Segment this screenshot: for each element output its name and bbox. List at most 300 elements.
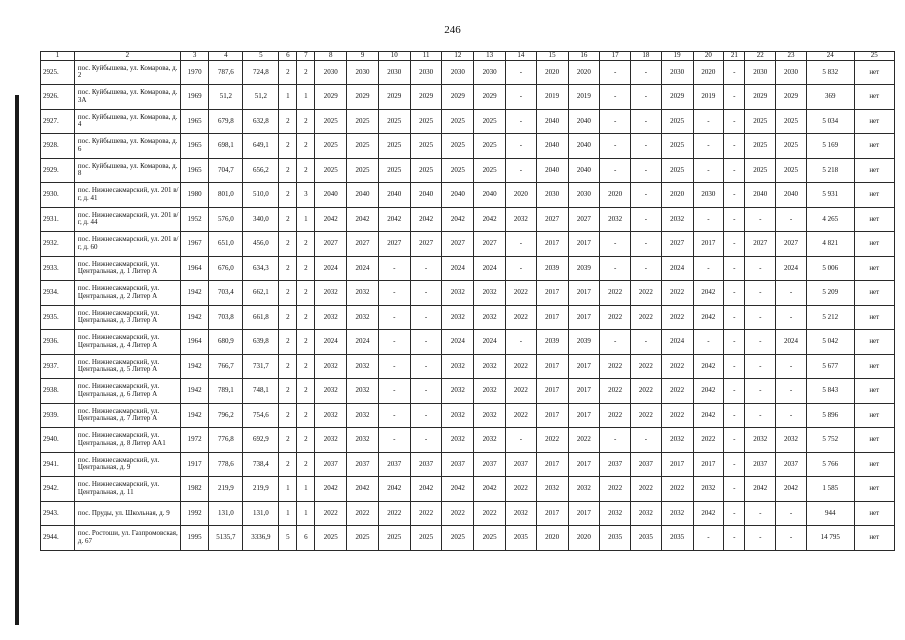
- table-cell: 2037: [776, 452, 807, 477]
- table-cell: 2: [297, 379, 315, 404]
- table-cell: 2032: [315, 281, 347, 306]
- table-cell: 2022: [506, 305, 537, 330]
- table-cell: 2025: [378, 158, 410, 183]
- table-cell: 2025: [410, 158, 442, 183]
- table-cell: нет: [854, 477, 894, 502]
- table-cell: 2: [279, 379, 297, 404]
- table-cell: -: [600, 158, 631, 183]
- table-cell: 5 034: [806, 109, 854, 134]
- row-number-cell: 2934.: [41, 281, 75, 306]
- table-cell: 662,1: [243, 281, 279, 306]
- table-cell: -: [506, 109, 537, 134]
- table-cell: -: [506, 60, 537, 85]
- table-cell: нет: [854, 452, 894, 477]
- table-cell: 5 843: [806, 379, 854, 404]
- table-cell: нет: [854, 60, 894, 85]
- address-cell: пос. Нижнесакмарский, ул. 201 в/г, д. 60: [74, 232, 180, 257]
- table-cell: 2025: [378, 134, 410, 159]
- table-cell: -: [745, 403, 776, 428]
- table-cell: 2: [279, 354, 297, 379]
- table-cell: 510,0: [243, 183, 279, 208]
- table-cell: 2: [279, 60, 297, 85]
- table-cell: -: [631, 109, 662, 134]
- table-cell: 2042: [315, 207, 347, 232]
- table-cell: 2040: [776, 183, 807, 208]
- table-cell: 2032: [536, 477, 568, 502]
- table-cell: 2027: [410, 232, 442, 257]
- table-cell: 2: [279, 183, 297, 208]
- table-cell: 2042: [693, 379, 724, 404]
- table-cell: 2042: [410, 477, 442, 502]
- table-cell: 5 896: [806, 403, 854, 428]
- table-cell: 5 931: [806, 183, 854, 208]
- table-cell: 2025: [442, 526, 474, 551]
- table-cell: 2: [297, 452, 315, 477]
- table-cell: 2040: [745, 183, 776, 208]
- table-cell: 2042: [745, 477, 776, 502]
- table-cell: 2022: [661, 379, 693, 404]
- table-cell: 2039: [568, 256, 600, 281]
- address-cell: пос. Нижнесакмарский, ул. Центральная, д. 6 Литер А: [74, 379, 180, 404]
- table-cell: 2019: [568, 85, 600, 110]
- column-header: 19: [661, 52, 693, 61]
- table-cell: 2032: [442, 379, 474, 404]
- table-cell: 2022: [661, 477, 693, 502]
- column-header: 1: [41, 52, 75, 61]
- table-cell: 2025: [347, 158, 379, 183]
- table-cell: 2025: [661, 158, 693, 183]
- table-cell: -: [600, 232, 631, 257]
- table-cell: 2017: [693, 232, 724, 257]
- table-cell: нет: [854, 305, 894, 330]
- table-cell: 2042: [442, 477, 474, 502]
- table-cell: 2032: [600, 207, 631, 232]
- table-cell: 5 006: [806, 256, 854, 281]
- table-cell: нет: [854, 183, 894, 208]
- table-cell: 2025: [776, 109, 807, 134]
- table-cell: 2035: [661, 526, 693, 551]
- table-cell: -: [631, 158, 662, 183]
- address-cell: пос. Пруды, ул. Школьная, д. 9: [74, 501, 180, 526]
- table-cell: 2040: [536, 158, 568, 183]
- table-cell: 2030: [347, 60, 379, 85]
- table-cell: 2025: [315, 158, 347, 183]
- page-number: 246: [444, 24, 461, 36]
- table-cell: 2025: [315, 526, 347, 551]
- table-cell: 2027: [347, 232, 379, 257]
- row-number-cell: 2941.: [41, 452, 75, 477]
- table-cell: 2032: [506, 501, 537, 526]
- table-cell: -: [378, 403, 410, 428]
- row-number-cell: 2928.: [41, 134, 75, 159]
- table-cell: 51,2: [209, 85, 243, 110]
- table-cell: 2030: [568, 183, 600, 208]
- table-cell: 2035: [506, 526, 537, 551]
- table-cell: 2025: [410, 134, 442, 159]
- table-cell: 2017: [568, 452, 600, 477]
- column-header: 23: [776, 52, 807, 61]
- table-cell: 2022: [631, 379, 662, 404]
- table-cell: 5 218: [806, 158, 854, 183]
- table-cell: нет: [854, 85, 894, 110]
- table-cell: 1964: [180, 256, 209, 281]
- table-cell: 219,9: [209, 477, 243, 502]
- table-cell: 2022: [600, 281, 631, 306]
- table-cell: 2022: [631, 281, 662, 306]
- table-cell: 1: [279, 501, 297, 526]
- table-cell: 724,8: [243, 60, 279, 85]
- table-cell: -: [724, 134, 745, 159]
- register-table: [40, 51, 895, 551]
- row-number-cell: 2940.: [41, 428, 75, 453]
- table-cell: 2022: [600, 477, 631, 502]
- table-cell: -: [724, 109, 745, 134]
- table-cell: нет: [854, 134, 894, 159]
- table-cell: 2025: [776, 158, 807, 183]
- table-cell: 2024: [315, 256, 347, 281]
- table-cell: 2040: [568, 134, 600, 159]
- table-cell: -: [724, 354, 745, 379]
- table-cell: -: [631, 85, 662, 110]
- table-cell: 2024: [776, 330, 807, 355]
- table-cell: 2040: [568, 109, 600, 134]
- table-row: [41, 452, 895, 477]
- table-cell: 2027: [745, 232, 776, 257]
- table-cell: -: [693, 330, 724, 355]
- table-cell: -: [378, 256, 410, 281]
- table-row: [41, 85, 895, 110]
- table-cell: 2032: [347, 281, 379, 306]
- row-number-cell: 2932.: [41, 232, 75, 257]
- table-cell: 2025: [442, 158, 474, 183]
- column-header: 24: [806, 52, 854, 61]
- table-cell: 2020: [506, 183, 537, 208]
- table-cell: 2030: [661, 60, 693, 85]
- table-cell: 1 585: [806, 477, 854, 502]
- row-number-cell: 2931.: [41, 207, 75, 232]
- table-cell: 2025: [661, 134, 693, 159]
- table-cell: 2030: [315, 60, 347, 85]
- table-cell: -: [724, 477, 745, 502]
- table-cell: 2: [297, 354, 315, 379]
- table-cell: 651,0: [209, 232, 243, 257]
- table-cell: 5 677: [806, 354, 854, 379]
- table-cell: 2: [297, 158, 315, 183]
- table-cell: 2039: [536, 256, 568, 281]
- table-cell: 2022: [631, 477, 662, 502]
- table-cell: -: [631, 207, 662, 232]
- table-cell: 5: [279, 526, 297, 551]
- table-cell: -: [724, 281, 745, 306]
- table-cell: -: [724, 305, 745, 330]
- table-cell: 2022: [568, 428, 600, 453]
- table-cell: 634,3: [243, 256, 279, 281]
- table-cell: 2025: [315, 109, 347, 134]
- table-cell: 1995: [180, 526, 209, 551]
- table-cell: -: [410, 256, 442, 281]
- table-cell: нет: [854, 501, 894, 526]
- table-cell: 2017: [568, 501, 600, 526]
- table-cell: 2032: [315, 379, 347, 404]
- table-cell: 2040: [410, 183, 442, 208]
- table-cell: -: [745, 207, 776, 232]
- table-cell: 2032: [315, 354, 347, 379]
- table-row: [41, 158, 895, 183]
- table-cell: 2032: [347, 354, 379, 379]
- table-cell: 2037: [745, 452, 776, 477]
- table-cell: 2: [279, 256, 297, 281]
- table-cell: -: [631, 330, 662, 355]
- table-cell: 2037: [600, 452, 631, 477]
- table-cell: 1965: [180, 134, 209, 159]
- row-number-cell: 2936.: [41, 330, 75, 355]
- table-cell: 2032: [631, 501, 662, 526]
- table-cell: 2022: [600, 403, 631, 428]
- table-cell: 2020: [600, 183, 631, 208]
- table-cell: 2032: [776, 428, 807, 453]
- column-header: 18: [631, 52, 662, 61]
- table-cell: 2040: [536, 109, 568, 134]
- table-cell: 2025: [378, 109, 410, 134]
- table-cell: -: [776, 379, 807, 404]
- table-cell: 731,7: [243, 354, 279, 379]
- table-cell: -: [724, 85, 745, 110]
- table-cell: 703,4: [209, 281, 243, 306]
- table-cell: 2035: [631, 526, 662, 551]
- table-cell: 5 766: [806, 452, 854, 477]
- table-cell: 2037: [410, 452, 442, 477]
- table-cell: -: [745, 281, 776, 306]
- table-cell: 2042: [693, 403, 724, 428]
- table-cell: 2: [297, 330, 315, 355]
- table-cell: 2017: [536, 379, 568, 404]
- table-cell: 2037: [347, 452, 379, 477]
- table-cell: -: [693, 109, 724, 134]
- address-cell: пос. Ростоши, ул. Газпромовская, д. 67: [74, 526, 180, 551]
- table-row: [41, 256, 895, 281]
- table-cell: -: [776, 207, 807, 232]
- table-cell: 1942: [180, 354, 209, 379]
- table-cell: 2030: [442, 60, 474, 85]
- table-cell: 2022: [378, 501, 410, 526]
- table-cell: 1: [279, 477, 297, 502]
- table-cell: 2032: [474, 428, 506, 453]
- table-cell: -: [410, 428, 442, 453]
- column-header: 2: [74, 52, 180, 61]
- table-cell: 2: [279, 403, 297, 428]
- table-cell: 2: [297, 428, 315, 453]
- table-row: [41, 501, 895, 526]
- table-cell: -: [378, 428, 410, 453]
- address-cell: пос. Нижнесакмарский, ул. Центральная, д. 1 Литер А: [74, 256, 180, 281]
- table-cell: 2025: [442, 134, 474, 159]
- table-cell: 2017: [568, 305, 600, 330]
- table-cell: -: [410, 379, 442, 404]
- table-cell: 2025: [315, 134, 347, 159]
- table-cell: 2020: [536, 526, 568, 551]
- table-cell: 369: [806, 85, 854, 110]
- column-header: 11: [410, 52, 442, 61]
- table-cell: 2020: [693, 60, 724, 85]
- address-cell: пос. Нижнесакмарский, ул. Центральная, д. 7 Литер А: [74, 403, 180, 428]
- row-number-cell: 2943.: [41, 501, 75, 526]
- table-cell: 2037: [315, 452, 347, 477]
- table-cell: 2025: [347, 526, 379, 551]
- table-row: [41, 379, 895, 404]
- row-number-cell: 2937.: [41, 354, 75, 379]
- table-cell: -: [724, 379, 745, 404]
- table-cell: 5 042: [806, 330, 854, 355]
- table-row: [41, 207, 895, 232]
- table-cell: 698,1: [209, 134, 243, 159]
- table-cell: -: [776, 501, 807, 526]
- row-number-cell: 2944.: [41, 526, 75, 551]
- table-cell: -: [410, 403, 442, 428]
- column-header: 15: [536, 52, 568, 61]
- table-cell: 2025: [410, 109, 442, 134]
- table-cell: 1969: [180, 85, 209, 110]
- row-number-cell: 2942.: [41, 477, 75, 502]
- table-cell: 2022: [506, 354, 537, 379]
- table-row: [41, 428, 895, 453]
- table-cell: -: [745, 379, 776, 404]
- table-cell: -: [724, 256, 745, 281]
- table-cell: 456,0: [243, 232, 279, 257]
- table-cell: -: [631, 232, 662, 257]
- table-cell: -: [724, 403, 745, 428]
- table-cell: 2020: [536, 60, 568, 85]
- table-cell: 2032: [315, 403, 347, 428]
- table-cell: нет: [854, 109, 894, 134]
- table-cell: 1: [297, 85, 315, 110]
- table-cell: -: [506, 85, 537, 110]
- table-cell: 2030: [693, 183, 724, 208]
- table-cell: 2040: [347, 183, 379, 208]
- column-header: 16: [568, 52, 600, 61]
- table-cell: 2017: [568, 354, 600, 379]
- table-cell: 679,8: [209, 109, 243, 134]
- column-header: 10: [378, 52, 410, 61]
- table-cell: 2024: [442, 330, 474, 355]
- table-cell: 2024: [474, 256, 506, 281]
- table-cell: 14 795: [806, 526, 854, 551]
- table-cell: 787,6: [209, 60, 243, 85]
- address-cell: пос. Нижнесакмарский, ул. Центральная, д. 5 Литер А: [74, 354, 180, 379]
- row-number-cell: 2930.: [41, 183, 75, 208]
- table-cell: 2020: [661, 183, 693, 208]
- address-cell: пос. Нижнесакмарский, ул. Центральная, д. 2 Литер А: [74, 281, 180, 306]
- column-header: 20: [693, 52, 724, 61]
- table-row: [41, 183, 895, 208]
- table-cell: 2022: [661, 354, 693, 379]
- column-header: 17: [600, 52, 631, 61]
- table-cell: 2032: [347, 305, 379, 330]
- table-cell: 2032: [347, 403, 379, 428]
- row-number-cell: 2935.: [41, 305, 75, 330]
- table-cell: нет: [854, 379, 894, 404]
- column-header: 5: [243, 52, 279, 61]
- table-cell: 2025: [745, 109, 776, 134]
- table-cell: 2: [279, 452, 297, 477]
- table-cell: 2040: [315, 183, 347, 208]
- table-cell: 2042: [474, 477, 506, 502]
- table-cell: 131,0: [209, 501, 243, 526]
- table-cell: 2042: [410, 207, 442, 232]
- table-cell: -: [776, 281, 807, 306]
- table-cell: -: [600, 134, 631, 159]
- table-cell: 2025: [347, 109, 379, 134]
- table-cell: 2032: [442, 403, 474, 428]
- table-cell: 2032: [568, 477, 600, 502]
- table-cell: 131,0: [243, 501, 279, 526]
- table-cell: -: [693, 526, 724, 551]
- table-cell: 2042: [474, 207, 506, 232]
- table-cell: 2022: [600, 305, 631, 330]
- table-cell: 1970: [180, 60, 209, 85]
- table-cell: 2: [279, 109, 297, 134]
- table-cell: -: [724, 452, 745, 477]
- table-cell: 2017: [536, 232, 568, 257]
- column-header: 21: [724, 52, 745, 61]
- table-row: [41, 330, 895, 355]
- table-cell: 1965: [180, 158, 209, 183]
- table-cell: 576,0: [209, 207, 243, 232]
- table-cell: -: [776, 526, 807, 551]
- table-cell: -: [600, 330, 631, 355]
- table-row: [41, 232, 895, 257]
- table-cell: -: [745, 354, 776, 379]
- table-cell: 801,0: [209, 183, 243, 208]
- table-cell: 2022: [661, 281, 693, 306]
- table-cell: 2025: [776, 134, 807, 159]
- table-cell: -: [724, 526, 745, 551]
- row-number-cell: 2925.: [41, 60, 75, 85]
- table-cell: 2042: [776, 477, 807, 502]
- table-cell: 2042: [315, 477, 347, 502]
- table-cell: 2022: [506, 403, 537, 428]
- table-cell: 2032: [506, 207, 537, 232]
- table-cell: 2017: [568, 281, 600, 306]
- table-cell: 2040: [474, 183, 506, 208]
- table-cell: 2025: [410, 526, 442, 551]
- table-cell: 2029: [661, 85, 693, 110]
- table-cell: -: [745, 256, 776, 281]
- table-cell: 2022: [410, 501, 442, 526]
- table-row: [41, 354, 895, 379]
- table-cell: 2035: [600, 526, 631, 551]
- table-cell: 1967: [180, 232, 209, 257]
- table-cell: 2027: [442, 232, 474, 257]
- table-cell: 4 821: [806, 232, 854, 257]
- table-cell: -: [506, 232, 537, 257]
- table-cell: -: [600, 256, 631, 281]
- table-cell: 2019: [536, 85, 568, 110]
- table-cell: 703,8: [209, 305, 243, 330]
- table-cell: 2022: [631, 305, 662, 330]
- table-cell: нет: [854, 256, 894, 281]
- table-cell: 2027: [315, 232, 347, 257]
- table-cell: -: [506, 330, 537, 355]
- table-cell: 2032: [474, 379, 506, 404]
- table-cell: 2030: [410, 60, 442, 85]
- table-cell: 2025: [378, 526, 410, 551]
- table-cell: -: [724, 501, 745, 526]
- table-cell: -: [600, 428, 631, 453]
- table-cell: 754,6: [243, 403, 279, 428]
- table-cell: 2037: [506, 452, 537, 477]
- table-cell: 2017: [568, 232, 600, 257]
- table-cell: 2032: [661, 428, 693, 453]
